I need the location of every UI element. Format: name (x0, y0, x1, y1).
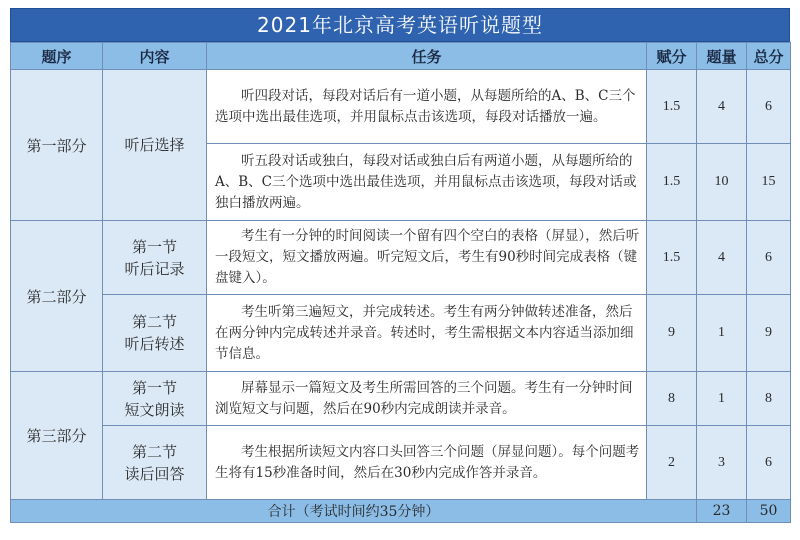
header-score: 赋分 (647, 43, 697, 70)
section-label: 第一节 (131, 237, 177, 256)
task-text: 考生听第三遍短文，并完成转述。考生有两分钟做转述准备，然后在两分钟内完成转述并录音。转述时，考生需根据文本内容适当添加细节信息。 (215, 303, 634, 362)
total-cell: 8 (747, 372, 791, 426)
total-cell: 6 (747, 426, 791, 500)
total-row (11, 500, 791, 523)
table-row (11, 295, 791, 372)
task-text: 听四段对话，每段对话后有一道小题，从每题所给的A、B、C三个选项中选出最佳选项，并用鼠标点击该选项，每段对话播放一遍。 (215, 87, 636, 125)
total-score: 50 (747, 500, 791, 523)
total-cell: 9 (747, 295, 791, 372)
quantity-cell: 1 (697, 295, 747, 372)
part-cell: 第二部分 (11, 221, 103, 372)
task-cell (207, 295, 647, 372)
score-cell: 1.5 (647, 221, 697, 295)
total-cell: 6 (747, 70, 791, 144)
total-cell: 15 (747, 144, 791, 221)
content-cell (103, 295, 207, 372)
score-cell: 1.5 (647, 70, 697, 144)
table-row (11, 372, 791, 426)
part-cell: 第三部分 (11, 372, 103, 500)
table-row (11, 221, 791, 295)
quantity-cell: 4 (697, 221, 747, 295)
part-cell: 第一部分 (11, 70, 103, 221)
content-cell (103, 70, 207, 221)
header-row (11, 43, 791, 70)
table-row (11, 426, 791, 500)
score-cell: 1.5 (647, 144, 697, 221)
score-cell: 2 (647, 426, 697, 500)
content-label: 听后转述 (124, 335, 185, 353)
header-task: 任务 (207, 43, 647, 70)
task-text: 听五段对话或独白，每段对话或独白后有两道小题，从每题所给的A、B、C三个选项中选出最佳选项，并用鼠标点击该选项，每段对话或独白播放两遍。 (215, 152, 637, 211)
section-label: 第二节 (131, 313, 177, 331)
task-cell (207, 426, 647, 500)
table-row (11, 70, 791, 144)
content-cell (103, 372, 207, 426)
content-label: 短文朗读 (124, 400, 185, 419)
task-text: 考生有一分钟的时间阅读一个留有四个空白的表格（屏显），然后听一段短文，短文播放两遍。听完短文后，考生有90秒时间完成表格（键盘键入）。 (215, 228, 640, 286)
task-cell (207, 70, 647, 144)
score-cell: 8 (647, 372, 697, 426)
score-cell: 9 (647, 295, 697, 372)
section-label: 第一节 (131, 378, 177, 397)
total-cell: 6 (747, 221, 791, 295)
quantity-cell: 10 (697, 144, 747, 221)
task-cell (207, 144, 647, 221)
content-label: 听后记录 (124, 259, 185, 278)
section-label: 第二节 (131, 442, 177, 461)
quantity-cell: 3 (697, 426, 747, 500)
header-quantity: 题量 (697, 43, 747, 70)
exam-format-sheet (10, 8, 790, 532)
content-label: 读后回答 (124, 464, 185, 483)
task-cell (207, 221, 647, 295)
content-label: 听后选择 (124, 136, 185, 154)
content-cell (103, 426, 207, 500)
total-label: 合计（考试时间约35分钟） (11, 500, 697, 523)
total-quantity: 23 (697, 500, 747, 523)
header-content: 内容 (103, 43, 207, 70)
exam-format-table (10, 42, 791, 523)
task-cell (207, 372, 647, 426)
quantity-cell: 4 (697, 70, 747, 144)
table-title: 2021年北京高考英语听说题型 (10, 8, 790, 42)
header-total: 总分 (747, 43, 791, 70)
task-text: 考生根据所读短文内容口头回答三个问题（屏显问题）。每个问题考生将有15秒准备时间，然后在30秒内完成作答并录音。 (215, 443, 640, 481)
header-order: 题序 (11, 43, 103, 70)
task-text: 屏幕显示一篇短文及考生所需回答的三个问题。考生有一分钟时间浏览短文与问题，然后在90秒内完成朗读并录音。 (215, 379, 633, 417)
quantity-cell: 1 (697, 372, 747, 426)
content-cell (103, 221, 207, 295)
